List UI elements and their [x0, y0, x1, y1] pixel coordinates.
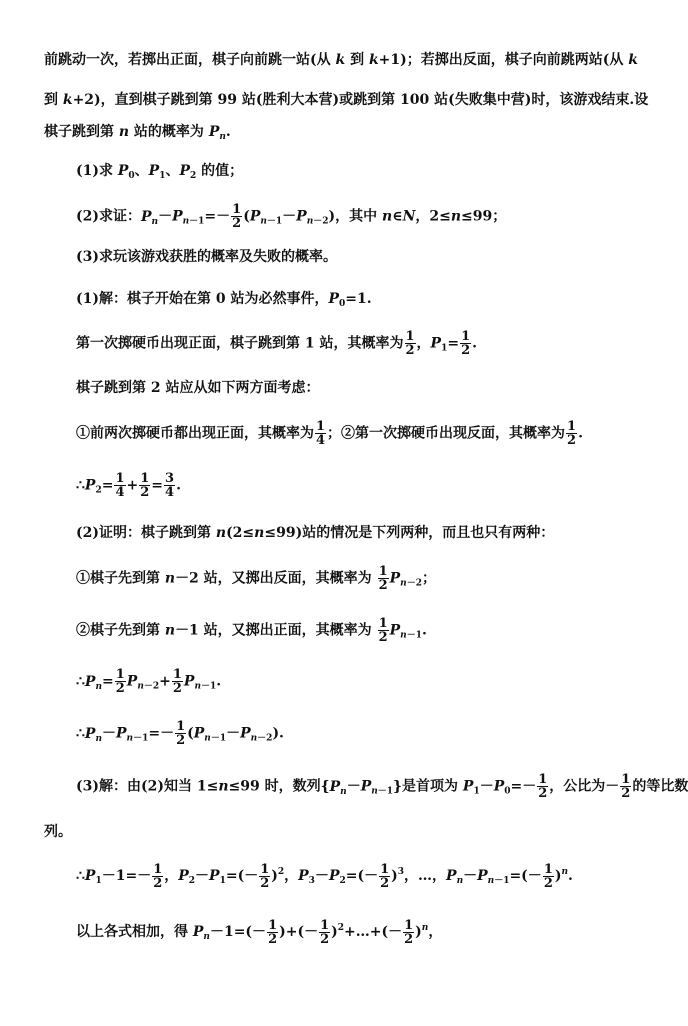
text-line-2: 到 k+2)，直到棋子跳到第 99 站(胜利大本营)或跳到第 100 站(失败集中营)时，该游戏结束.设: [44, 92, 649, 108]
text-line-20: 以上各式相加，得 $P_n-1=(-$ $\frac{1}{2}$ )+(－ $\frac{1}{2}$ )$^2$+…+(－ $\frac{1}{2}$ )$^n$，: [76, 917, 443, 947]
text-line-19: $\therefore P_1-1=-$ $\frac{1}{2}$ ，$P_2-P_1=(-$ $\frac{1}{2}$ )$^2$，$P_3-P_2=(-$ $\frac{1}{2}$ )$^3$，…，$P_n-P_{n-1}=(-$ $\frac{1}{2}$ )$^n$.: [76, 861, 573, 891]
text-line-11: $\therefore P_2=$ $\frac{1}{4}$ + $\frac{1}{2}$ = $\frac{3}{4}$ .: [76, 471, 181, 500]
text-line-3: 棋子跳到第 n 站的概率为 $P_n$.: [44, 124, 231, 142]
text-line-10: ①前两次掷硬币都出现正面，其概率为 $\frac{1}{4}$ ；②第一次掷硬币出现反面，其概率为 $\frac{1}{2}$ .: [76, 419, 583, 448]
text-line-15: $\therefore P_n=$ $\frac{1}{2}$ $P_{n-2}+$ $\frac{1}{2}$ $P_{n-1}$.: [76, 667, 222, 696]
text-line-6: (3)求玩该游戏获胜的概率及失败的概率。: [76, 249, 337, 265]
text-line-8: 第一次掷硬币出现正面，棋子跳到第 1 站，其概率为 $\frac{1}{2}$ ，$P_1=$ $\frac{1}{2}$ .: [76, 329, 477, 358]
text-line-18: 列。: [44, 824, 72, 840]
text-line-5: (2)求证：$P_n-P_{n-1}=-$ $\frac{1}{2}$ $(P_{n-1}-P_{n-2})$，其中 n∈N，2≤n≤99；: [76, 202, 507, 231]
text-line-14: ②棋子先到第 n－1 站，又掷出正面，其概率为 $\frac{1}{2}$ $P_{n-1}$.: [76, 616, 427, 645]
text-line-9: 棋子跳到第 2 站应从如下两方面考虑：: [76, 380, 320, 396]
text-line-17: (3)解：由(2)知当 1≤n≤99 时，数列$\{P_n-P_{n-1}\}$是首项为 $P_1-P_0=-$ $\frac{1}{2}$ ，公比为－ $\frac{1}{2}$ 的等比数: [76, 772, 688, 801]
text-line-12: (2)证明：棋子跳到第 n(2≤n≤99)站的情况是下列两种，而且也只有两种：: [76, 525, 555, 541]
text-line-16: $\therefore P_n-P_{n-1}=-$ $\frac{1}{2}$ $(P_{n-1}-P_{n-2})$.: [76, 719, 284, 748]
text-line-7: (1)解：棋子开始在第 0 站为必然事件，$P_0=1$.: [76, 291, 372, 309]
text-line-13: ①棋子先到第 n－2 站，又掷出反面，其概率为 $\frac{1}{2}$ $P_{n-2}$；: [76, 564, 436, 593]
text-line-1: 前跳动一次，若掷出正面，棋子向前跳一站(从 k 到 k+1)；若掷出反面，棋子向前跳两站(从 k: [44, 52, 638, 68]
text-line-4: (1)求 $P_0$、$P_1$、$P_2$ 的值；: [76, 163, 244, 181]
